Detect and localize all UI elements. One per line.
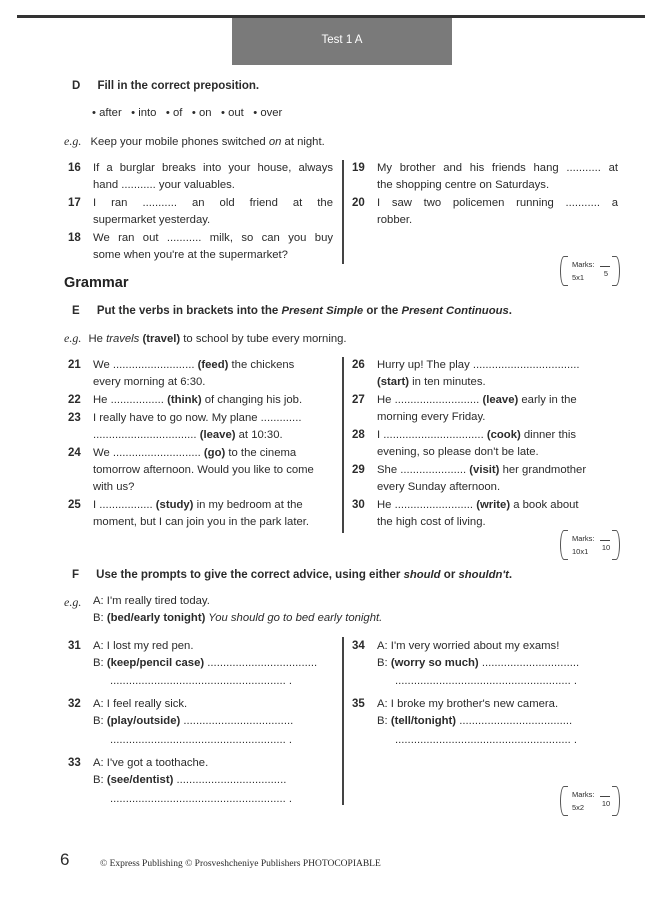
answer-line: ........................................................ . [395,675,578,687]
dialogue-b: B: (see/dentist) ................................... [93,774,287,786]
example-tag: e.g. [64,595,82,609]
example-line-b: B: (bed/early tonight) You should go to bed early tonight. [93,612,383,624]
section-d-example: e.g. Keep your mobile phones switched on at night. [64,134,325,148]
section-e-letter: E [72,305,80,317]
item-number: 16 [68,162,81,174]
dialogue-a: A: I feel really sick. [93,698,188,710]
item-text: We ............................ (go) to the cinema [93,447,297,459]
marks-total: 10 [601,799,611,808]
option-word: after [99,107,122,119]
item-text: every morning at 6:30. [93,376,206,388]
marks-total: 10 [601,543,611,552]
marks-formula: 5x1 [572,273,585,282]
marks-label: Marks: [572,790,595,799]
item-number: 22 [68,394,81,406]
item-text: Hurry up! The play .................................. [377,359,580,371]
item-text: some when you're at the supermarket? [93,249,288,261]
dialogue-b: B: (worry so much) ............................... [377,657,580,669]
example-answer: You should go to bed early tonight. [205,612,383,624]
marks-formula: 10x1 [572,547,589,556]
item-number: 27 [352,394,365,406]
item-number: 25 [68,499,81,511]
page-number: 6 [60,850,70,869]
column-divider [342,637,344,805]
item-number: 30 [352,499,365,511]
item-text: every Sunday afternoon. [377,481,501,493]
item-number: 35 [352,698,365,710]
section-e-heading: E Put the verbs in brackets into the Present Simple or the Present Continuous. [72,305,512,317]
example-answer: travels [106,333,140,345]
item-text: I ................................ (cook) dinner this [377,429,577,441]
item-number: 24 [68,447,81,459]
answer-line: ........................................................ . [110,734,293,746]
section-d-instruction: Fill in the correct preposition. [97,80,260,92]
item-text: I ................. (study) in my bedroom at the [93,499,303,511]
dialogue-b: B: (keep/pencil case) ................................... [93,657,318,669]
dialogue-b: B: (tell/tonight) .................................... [377,715,573,727]
dialogue-b: B: (play/outside) ................................... [93,715,294,727]
item-number: 33 [68,757,81,769]
marks-label: Marks: [572,534,595,543]
answer-line: ........................................................ . [110,675,293,687]
item-text: He ......................... (write) a book about [377,499,579,511]
item-text: moment, but I can join you in the park later. [93,516,310,528]
item-text: He ................. (think) of changing his job. [93,394,303,406]
item-number: 20 [352,197,365,209]
item-number: 19 [352,162,365,174]
item-number: 26 [352,359,365,371]
item-text: supermarket yesterday. [93,214,211,226]
item-number: 32 [68,698,81,710]
item-number: 31 [68,640,81,652]
item-text: (start) in ten minutes. [377,376,486,388]
example-answer: on [268,136,282,148]
item-text: with us? [93,481,135,493]
item-text: robber. [377,214,413,226]
dialogue-a: A: I lost my red pen. [93,640,194,652]
option-word: of [173,107,183,119]
item-text: If a burglar breaks into your house, always [93,162,333,174]
item-text: hand ........... your valuables. [93,179,235,191]
column-divider [342,357,344,533]
section-d-heading [72,80,259,92]
item-text: evening, so please don't be late. [377,446,539,458]
marks-box [560,786,620,816]
option-word: into [138,107,157,119]
marks-formula: 5x2 [572,803,585,812]
option-word: on [198,107,212,119]
dialogue-a: A: I'm very worried about my exams! [377,640,560,652]
item-text: tomorrow afternoon. Would you like to come [93,464,314,476]
test-label-tab [232,18,452,65]
item-text: the shopping centre on Saturdays. [377,179,550,191]
item-number: 21 [68,359,81,371]
section-f-letter: F [72,569,80,581]
item-text: I ran ........... an old friend at the [93,197,333,209]
answer-line: ........................................................ . [395,734,578,746]
option-word: over [260,107,283,119]
item-number: 29 [352,464,365,476]
item-number: 28 [352,429,365,441]
option-word: out [228,107,244,119]
item-text: ................................. (leave) at 10:30. [93,429,283,441]
dialogue-a: A: I broke my brother's new camera. [377,698,559,710]
item-text: He ........................... (leave) early in the [377,394,577,406]
example-tag: e.g. [64,134,82,148]
answer-line: ........................................................ . [110,793,293,805]
item-text: morning every Friday. [377,411,486,423]
marks-total: 5 [603,269,609,278]
grammar-heading: Grammar [64,275,129,291]
item-text: We ran out ........... milk, so can you buy [93,232,333,244]
item-text: We .......................... (feed) the chickens [93,359,295,371]
item-text: She ..................... (visit) her grandmother [377,464,587,476]
item-number: 23 [68,412,81,424]
item-text: the high cost of living. [377,516,486,528]
item-number: 34 [352,640,365,652]
test-label: Test 1 A [321,34,363,46]
section-e-example: e.g. He travels (travel) to school by tube every morning. [64,331,347,345]
item-text: I saw two policemen running ........... a [377,197,618,209]
item-text: I really have to go now. My plane ............. [93,412,302,424]
preposition-options: • after • into • of • on • out • over [92,107,283,119]
marks-box [560,530,620,560]
item-text: My brother and his friends hang ........... at [377,162,618,174]
dialogue-a: A: I've got a toothache. [93,757,209,769]
section-f-heading: F Use the prompts to give the correct advice, using either should or shouldn't. [72,569,513,581]
marks-label: Marks: [572,260,595,269]
example-tag: e.g. [64,331,82,345]
example-line-a: A: I'm really tired today. [93,595,210,607]
section-d-letter: D [72,80,81,92]
column-divider [342,160,344,264]
item-number: 17 [68,197,81,209]
copyright-notice: © Express Publishing © Prosveshcheniye Publishers PHOTOCOPIABLE [100,859,381,869]
marks-box [560,256,620,286]
item-number: 18 [68,232,81,244]
